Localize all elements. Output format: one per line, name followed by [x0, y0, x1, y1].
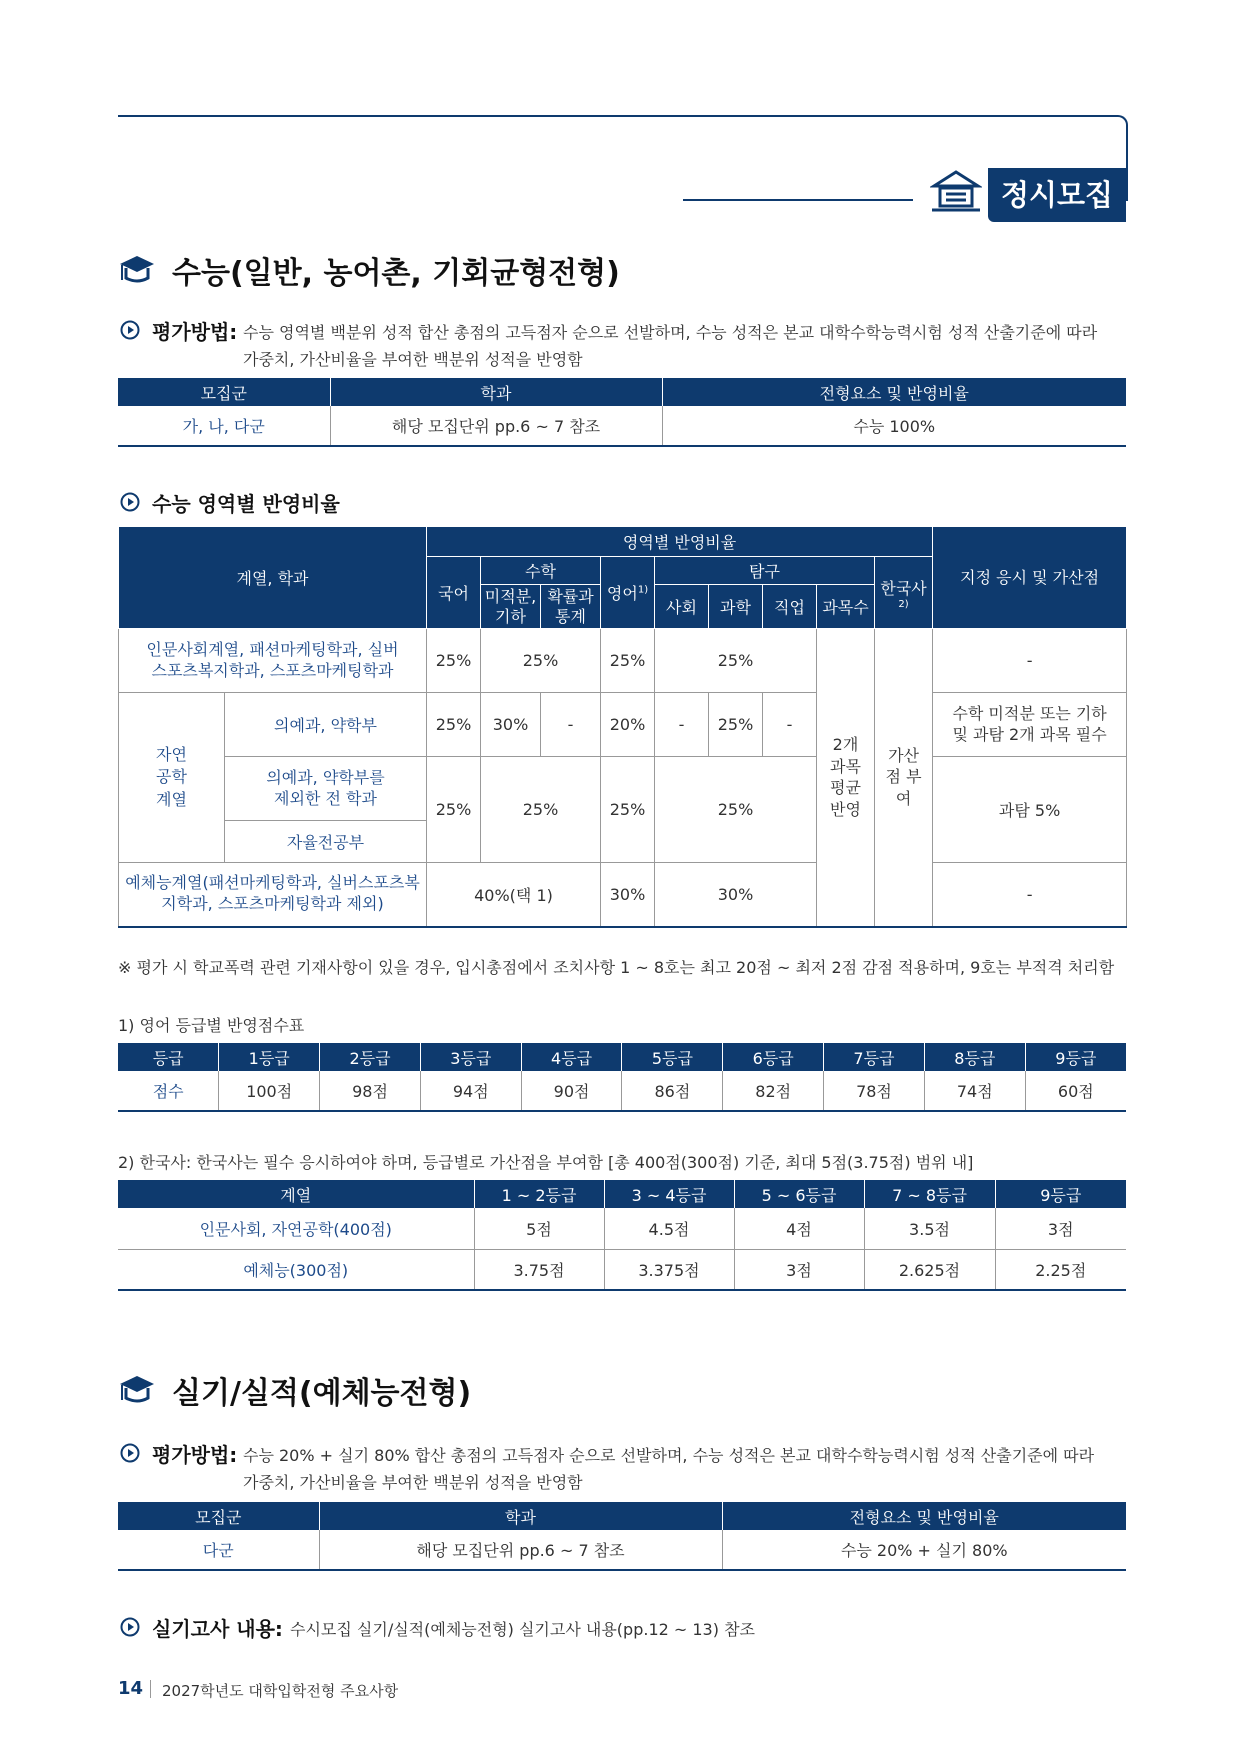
- col-header: 계열: [118, 1180, 474, 1208]
- method-label: 평가방법:: [152, 1443, 238, 1467]
- table-cell: 20%: [601, 693, 655, 757]
- table-cell: 과탐 5%: [933, 757, 1127, 863]
- play-bullet-icon: [120, 492, 140, 512]
- table-cell: 25%: [481, 629, 601, 693]
- header-tab: 정시모집: [988, 168, 1126, 222]
- row-name: 예체능계열(패션마케팅학과, 실버스포츠복지학과, 스포츠마케팅학과 제외): [119, 863, 427, 927]
- row-name: 인문사회계열, 패션마케팅학과, 실버스포츠복지학과, 스포츠마케팅학과: [119, 629, 427, 693]
- col-header: 학과: [319, 1502, 722, 1530]
- col-header: 6등급: [723, 1043, 824, 1071]
- table-cell: 3.75점: [474, 1249, 604, 1290]
- table-cell: -: [541, 693, 601, 757]
- table-cell: 78점: [824, 1071, 925, 1111]
- method-text-line1: 수능 영역별 백분위 성적 합산 총점의 고득점자 순으로 선발하며, 수능 성적은 본교 대학수학능력시험 성적 산출기준에 따라: [243, 323, 1098, 342]
- section-title: 수능(일반, 농어촌, 기회균형전형): [172, 256, 620, 291]
- col-header: 8등급: [924, 1043, 1025, 1071]
- table-cell: 25%: [427, 693, 481, 757]
- table-cell: 90점: [521, 1071, 622, 1111]
- table-cell: 인문사회, 자연공학(400점): [118, 1208, 474, 1249]
- table-cell: 수능 100%: [662, 406, 1126, 446]
- history-header: 한국사 2): [875, 557, 933, 629]
- table-cell: 예체능(300점): [118, 1249, 474, 1290]
- ratio-section-label: 수능 영역별 반영비율: [152, 492, 340, 516]
- table-cell: 60점: [1025, 1071, 1126, 1111]
- table-cell: 해당 모집단위 pp.6 ~ 7 참조: [330, 406, 662, 446]
- col-header: 등급: [118, 1043, 219, 1071]
- footer-text: 2027학년도 대학입학전형 주요사항: [162, 1682, 399, 1700]
- english-header: 영어$^{1)}$: [601, 557, 655, 629]
- col-header: 학과: [330, 378, 662, 406]
- col-header: 7 ~ 8등급: [864, 1180, 995, 1208]
- table-cell: 해당 모집단위 pp.6 ~ 7 참조: [319, 1530, 722, 1570]
- table-cell: 가, 나, 다군: [118, 406, 330, 446]
- header-divider: [683, 199, 913, 201]
- science-header: 과학: [709, 585, 763, 629]
- english-caption: 1) 영어 등급별 반영점수표: [118, 1016, 305, 1035]
- table-cell: 2.25점: [995, 1249, 1126, 1290]
- english-grade-table: [118, 1043, 1126, 1112]
- table-cell: 점수: [118, 1071, 219, 1111]
- table-cell: 25%: [427, 757, 481, 863]
- exam-label: 실기고사 내용:: [152, 1617, 283, 1641]
- history-cell: 가산점 부여: [875, 629, 933, 927]
- method-label: 평가방법:: [152, 320, 238, 344]
- play-bullet-icon: [120, 1443, 140, 1463]
- math-header: 수학: [481, 557, 601, 585]
- ratio-header: 영역별 반영비율: [427, 527, 933, 557]
- table-cell: 82점: [723, 1071, 824, 1111]
- social-header: 사회: [655, 585, 709, 629]
- col-header: 7등급: [824, 1043, 925, 1071]
- page-number: 14: [118, 1678, 144, 1699]
- table-cell: 25%: [655, 629, 817, 693]
- col-header: 모집군: [118, 1502, 319, 1530]
- table-cell: 94점: [420, 1071, 521, 1111]
- sec1-table: [118, 378, 1126, 447]
- method-text-line2: 가중치, 가산비율을 부여한 백분위 성적을 반영함: [243, 1473, 583, 1492]
- col-header: 모집군: [118, 378, 330, 406]
- history-grade-table: [118, 1180, 1126, 1291]
- play-bullet-icon: [120, 320, 140, 340]
- table-cell: 2.625점: [864, 1249, 995, 1290]
- exam-text: 수시모집 실기/실적(예체능전형) 실기고사 내용(pp.12 ~ 13) 참조: [290, 1620, 755, 1639]
- table-cell: 30%: [655, 863, 817, 927]
- table-cell: 4.5점: [604, 1208, 734, 1249]
- method-text-line1: 수능 20% + 실기 80% 합산 총점의 고득점자 순으로 선발하며, 수능 성적은 본교 대학수학능력시험 성적 산출기준에 따라: [243, 1446, 1095, 1465]
- korean-header: 국어: [427, 557, 481, 629]
- col-header: 4등급: [521, 1043, 622, 1071]
- field-header: 계열, 학과: [119, 527, 427, 629]
- sec3-table: [118, 1502, 1126, 1571]
- table-cell: 3.5점: [864, 1208, 995, 1249]
- subject-count-cell: 2개 과목 평균 반영: [817, 629, 875, 927]
- table-cell: 25%: [427, 629, 481, 693]
- col-header: 1등급: [219, 1043, 320, 1071]
- table-cell: 25%: [601, 629, 655, 693]
- table-cell: 74점: [924, 1071, 1025, 1111]
- row-name: 의예과, 약학부: [225, 693, 427, 757]
- col-header: 5등급: [622, 1043, 723, 1071]
- col-header: 3등급: [420, 1043, 521, 1071]
- table-cell: -: [763, 693, 817, 757]
- col-header: 2등급: [320, 1043, 421, 1071]
- violence-note: ※ 평가 시 학교폭력 관련 기재사항이 있을 경우, 입시총점에서 조치사항 1 ~ 8호는 최고 20점 ~ 최저 2점 감점 적용하며, 9호는 부적격 처리함: [118, 958, 1115, 977]
- table-cell: 수능 20% + 실기 80%: [722, 1530, 1126, 1570]
- table-cell: 25%: [709, 693, 763, 757]
- table-cell: 86점: [622, 1071, 723, 1111]
- table-cell: 수학 미적분 또는 기하 및 과탐 2개 과목 필수: [933, 693, 1127, 757]
- math-calc-header: 미적분, 기하: [481, 585, 541, 629]
- table-cell: 3점: [995, 1208, 1126, 1249]
- school-building-icon: [930, 166, 982, 214]
- table-cell: 25%: [655, 757, 817, 863]
- graduation-cap-icon: [118, 252, 156, 286]
- section-title: 실기/실적(예체능전형): [172, 1376, 472, 1411]
- bonus-header: 지정 응시 및 가산점: [933, 527, 1127, 629]
- table-cell: 98점: [320, 1071, 421, 1111]
- col-header: 1 ~ 2등급: [474, 1180, 604, 1208]
- table-cell: 100점: [219, 1071, 320, 1111]
- col-header: 전형요소 및 반영비율: [722, 1502, 1126, 1530]
- history-caption: 2) 한국사: 한국사는 필수 응시하여야 하며, 등급별로 가산점을 부여함 [총 400점(300점) 기준, 최대 5점(3.75점) 범위 내]: [118, 1153, 974, 1172]
- subject-count-header: 과목수: [817, 585, 875, 629]
- row-name: 자율전공부: [225, 821, 427, 863]
- inquiry-header: 탐구: [655, 557, 875, 585]
- table-cell: 25%: [601, 757, 655, 863]
- col-header: 9등급: [1025, 1043, 1126, 1071]
- col-header: 9등급: [995, 1180, 1126, 1208]
- graduation-cap-icon: [118, 1372, 156, 1406]
- vocational-header: 직업: [763, 585, 817, 629]
- table-cell: 3.375점: [604, 1249, 734, 1290]
- group-name: 자연 공학 계열: [119, 693, 225, 863]
- table-cell: 4점: [734, 1208, 864, 1249]
- math-stat-header: 확률과 통계: [541, 585, 601, 629]
- col-header: 전형요소 및 반영비율: [662, 378, 1126, 406]
- footer-divider: [150, 1680, 151, 1698]
- method-text-line2: 가중치, 가산비율을 부여한 백분위 성적을 반영함: [243, 350, 583, 369]
- col-header: 5 ~ 6등급: [734, 1180, 864, 1208]
- table-cell: -: [933, 629, 1127, 693]
- table-cell: 25%: [481, 757, 601, 863]
- table-cell: -: [933, 863, 1127, 927]
- table-cell: 5점: [474, 1208, 604, 1249]
- row-name: 의예과, 약학부를 제외한 전 학과: [225, 757, 427, 821]
- table-cell: 30%: [481, 693, 541, 757]
- col-header: 3 ~ 4등급: [604, 1180, 734, 1208]
- table-cell: 다군: [118, 1530, 319, 1570]
- table-cell: -: [655, 693, 709, 757]
- table-cell: 40%(택 1): [427, 863, 601, 927]
- table-cell: 30%: [601, 863, 655, 927]
- ratio-table: [118, 526, 1127, 928]
- table-cell: 3점: [734, 1249, 864, 1290]
- play-bullet-icon: [120, 1617, 140, 1637]
